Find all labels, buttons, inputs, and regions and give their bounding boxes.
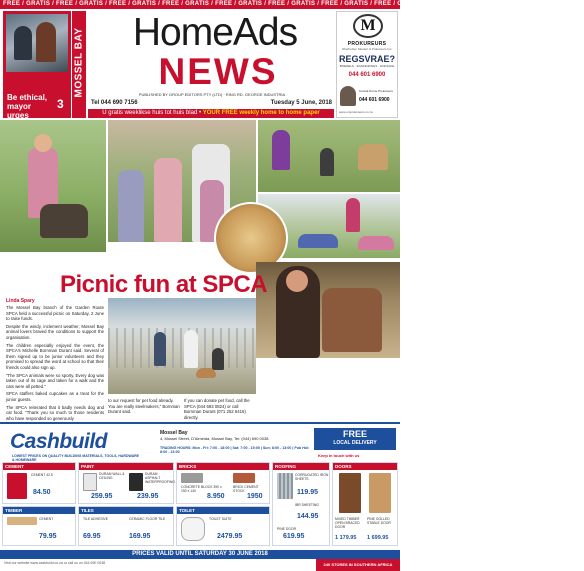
brick-image (233, 473, 255, 483)
product-name: TOILET SUITE (209, 517, 232, 521)
cashbuild-hours: TRADING HOURS: Mon - Fri: 7:00 - 18:00 | Sat: 7:00 - 15:00 | Sun: 8:00 - 13:00 | Pub Hol: 8:00 - 13:00 (160, 446, 310, 454)
product-name: MIXED TIMBER OPEN BRACED DOOR (335, 517, 360, 529)
lawyer-website: www.omprokureurs.co.za (339, 110, 373, 114)
product-grid (0, 462, 400, 548)
picnic-blanket (298, 234, 338, 248)
product-name: CONCRETE BLOCK 390 x 190 x 140 (181, 485, 222, 493)
product-price: 8.950 (207, 493, 225, 500)
section-header: DOORS (333, 463, 397, 470)
paint-tin-image (129, 473, 143, 491)
masthead-news: NEWS (158, 51, 278, 92)
product-name: CORRUGATED IRON SHEETS (295, 473, 329, 481)
section-paint[interactable] (78, 462, 174, 504)
red-band-prefix: U gratis weeklikse huis tot huis blad (102, 110, 198, 116)
red-band-free: YOUR FREE weekly home to home paper (202, 110, 320, 116)
free-delivery-title: FREE (342, 429, 367, 439)
info-bar (88, 99, 334, 109)
section-header: CEMENT (3, 463, 75, 470)
lawyer-photo (340, 86, 356, 106)
product-name: BRICK CEMENT STOCK (233, 485, 259, 493)
lawyer-contact-name: Kontak Dorne Prokureurs (359, 89, 393, 93)
dog-figure (196, 368, 216, 378)
teaser-box[interactable] (3, 11, 71, 118)
lawyer-sub: Oberholzer, Mostert & Prokureurs Inc. (341, 47, 393, 51)
red-band-separator: • (198, 110, 202, 116)
person-figure (154, 332, 166, 366)
product-name: CERAMIC FLOOR TILE (129, 517, 166, 521)
section-tiles[interactable] (78, 506, 174, 546)
main-headline: Picnic fun at SPCA (60, 271, 268, 298)
photo-woman-with-dog (256, 262, 400, 358)
toilet-image (181, 517, 205, 541)
photo-dog-walk (108, 298, 256, 394)
keep-in-touch: Keep in touch with us (318, 453, 360, 458)
product-price: 119.95 (297, 489, 319, 496)
product-price: 259.95 (91, 493, 113, 500)
woman-head (286, 270, 308, 292)
product-price: 84.50 (33, 489, 51, 496)
product-name: DURAM WALL & CEILING (99, 472, 125, 480)
vertical-label-text: MOSSEL BAY (73, 27, 85, 98)
article-paragraph: Despite the windy, inclement weather, Mossel Bay animal lovers braved the conditions to support the organisation. (6, 323, 104, 340)
product-name: PINE DOOR (277, 527, 297, 531)
girl-head (34, 134, 52, 152)
person-figure (358, 144, 388, 170)
section-timber[interactable] (2, 506, 76, 546)
section-header: ROOFING (273, 463, 329, 470)
cement-bag-image (7, 473, 27, 499)
article-column-3: If you can donate pet food, call the SPCA (044 693 0824) or call Bornman Durant (071 252 6416) directly. (184, 398, 250, 420)
block-image (181, 473, 203, 483)
article-column-2: to our request for pet food already. You are really steelmakers," Bornman Durant said. (108, 398, 180, 415)
article-paragraph: The children especially enjoyed the event, the SPCA's Michelle Bornman Durant said. Several of them signed up to be junior volunteers and they promised to spread the word at school so that their friends could also sign up. (6, 342, 104, 370)
lawyer-brand: PROKUREURS (347, 41, 387, 47)
picnic-blanket (358, 236, 394, 250)
person-figure (14, 26, 32, 60)
dog-figure (322, 288, 382, 352)
dog-figure (40, 204, 88, 238)
product-price: 79.95 (39, 533, 57, 540)
article-paragraph: SPCA staffers baked cupcakes as a treat for the junior guests. (6, 391, 104, 402)
cashbuild-tagline: LOWEST PRICES ON QUALITY BUILDING MATERIALS, TOOLS, HARDWARE & HOMEWARE (12, 454, 139, 462)
door-image (339, 473, 361, 513)
product-price: 169.95 (129, 533, 151, 540)
lawyer-subhead: BOEDELS · EGSKEIDINGS · HOFSAKE (339, 64, 395, 68)
issue-date: Tuesday 5 June, 2018 (270, 100, 332, 106)
product-price: 239.95 (137, 493, 159, 500)
section-roofing[interactable] (272, 462, 330, 546)
vertical-label (72, 11, 86, 118)
child-figure (154, 158, 182, 242)
photo-people-on-lawn (258, 120, 400, 192)
section-bricks[interactable] (176, 462, 270, 504)
person-figure (320, 148, 334, 176)
product-name: TILE ADHESIVE (83, 517, 109, 521)
teaser-page-number: 3 (57, 97, 64, 111)
section-header: TIMBER (3, 507, 75, 514)
cashbuild-logo: Cashbuild (10, 430, 108, 453)
telephone: Tel 044 690 7156 (91, 100, 138, 106)
product-price: 1 699.95 (367, 535, 389, 541)
free-delivery-badge (314, 428, 396, 450)
product-name: CEMENT 42.5 (31, 473, 53, 477)
product-price: 69.95 (83, 533, 101, 540)
lawyer-logo: M (353, 14, 383, 38)
article-paragraph: "The SPCA animals were so sporty. Every dog was taken out of its cage and taken for a walk and the cats were all petted." (6, 372, 104, 389)
paint-tin-image (83, 473, 97, 491)
lawyer-headline: REGSVRAE? (338, 54, 395, 64)
photo-girl-with-dog (0, 120, 106, 252)
person-figure (346, 198, 360, 232)
cashbuild-ad[interactable] (0, 422, 400, 569)
section-header: TOILET (177, 507, 269, 514)
child-figure (118, 170, 144, 242)
product-name: CEMENT (39, 517, 54, 521)
article-paragraph: The Mossel Bay branch of the Garden Route SPCA held a successful picnic on Saturday, 2 June to raise funds. (6, 305, 104, 322)
product-price: 1950 (247, 493, 263, 500)
section-header: BRICKS (177, 463, 269, 470)
section-cement[interactable] (2, 462, 76, 504)
section-header: TILES (79, 507, 173, 514)
section-header: PAINT (79, 463, 173, 470)
red-band (88, 109, 334, 118)
article-column-1 (6, 305, 104, 423)
timber-image (7, 517, 37, 525)
product-name: IBR SHEETING (295, 503, 319, 507)
prices-valid-banner: PRICES VALID UNTIL SATURDAY 30 JUNE 2018 (0, 550, 400, 559)
lawyer-phone: 044 601 6900 (348, 72, 386, 78)
teaser-caption: Be ethical, mayor urges (7, 93, 48, 120)
product-name: PINE GOLLED STABLE DOOR (367, 517, 391, 525)
byline: Linda Spary (6, 298, 35, 304)
person-figure (184, 330, 198, 368)
section-toilet[interactable] (176, 506, 270, 546)
product-name: DURAM ASPHALT WATERPROOFING (145, 472, 175, 484)
product-price: 144.95 (297, 513, 319, 520)
product-price: 619.95 (283, 533, 305, 540)
cashbuild-store (160, 430, 310, 441)
product-price: 1 179.95 (335, 535, 357, 541)
lawyer-contact-phone: 044 601 6900 (359, 97, 390, 103)
person-figure (36, 22, 56, 62)
stores-band: 240 STORES IN SOUTHERN AFRICA (316, 559, 400, 571)
section-doors[interactable] (332, 462, 398, 546)
teaser-photo (6, 14, 68, 72)
product-price: 2479.95 (217, 533, 243, 540)
free-delivery-sub: LOCAL DELIVERY (333, 440, 377, 446)
door-image (369, 473, 391, 513)
cashbuild-store-name: Mossel Bay (160, 430, 188, 436)
roof-sheet-image (277, 473, 293, 499)
person-figure (272, 130, 290, 170)
lawyer-ad[interactable] (336, 11, 398, 118)
article-paragraph: The SPCA reiterated that it badly needs dog and cat food. "Thank you so much to those residents who have responded so generously (6, 404, 104, 421)
masthead-title: HomeAds (132, 11, 298, 54)
fence (108, 328, 256, 368)
publisher-line: PUBLISHED BY GROUP EDITORS PTY (LTD) · RING RD. GEORGE INDUSTRIA (138, 92, 286, 97)
free-strip: FREE / GRATIS / FREE / GRATIS / FREE / GRATIS / FREE / GRATIS / FREE / GRATIS / FREE / GRATIS / FREE / GRATIS / FREE / GRATIS / FREE / GRATIS / FREE / GRATIS / FREE / GRATIS / (0, 0, 400, 9)
person-figure (212, 348, 224, 370)
cashbuild-footer-note[interactable]: Visit our website www.cashbuild.co.za or call us on 044 690 0038 (4, 561, 106, 565)
cashbuild-store-address: 4, Mossel Street, D'Almeida, Mossel Bay, Tel: (044) 690 0038 (160, 436, 269, 441)
